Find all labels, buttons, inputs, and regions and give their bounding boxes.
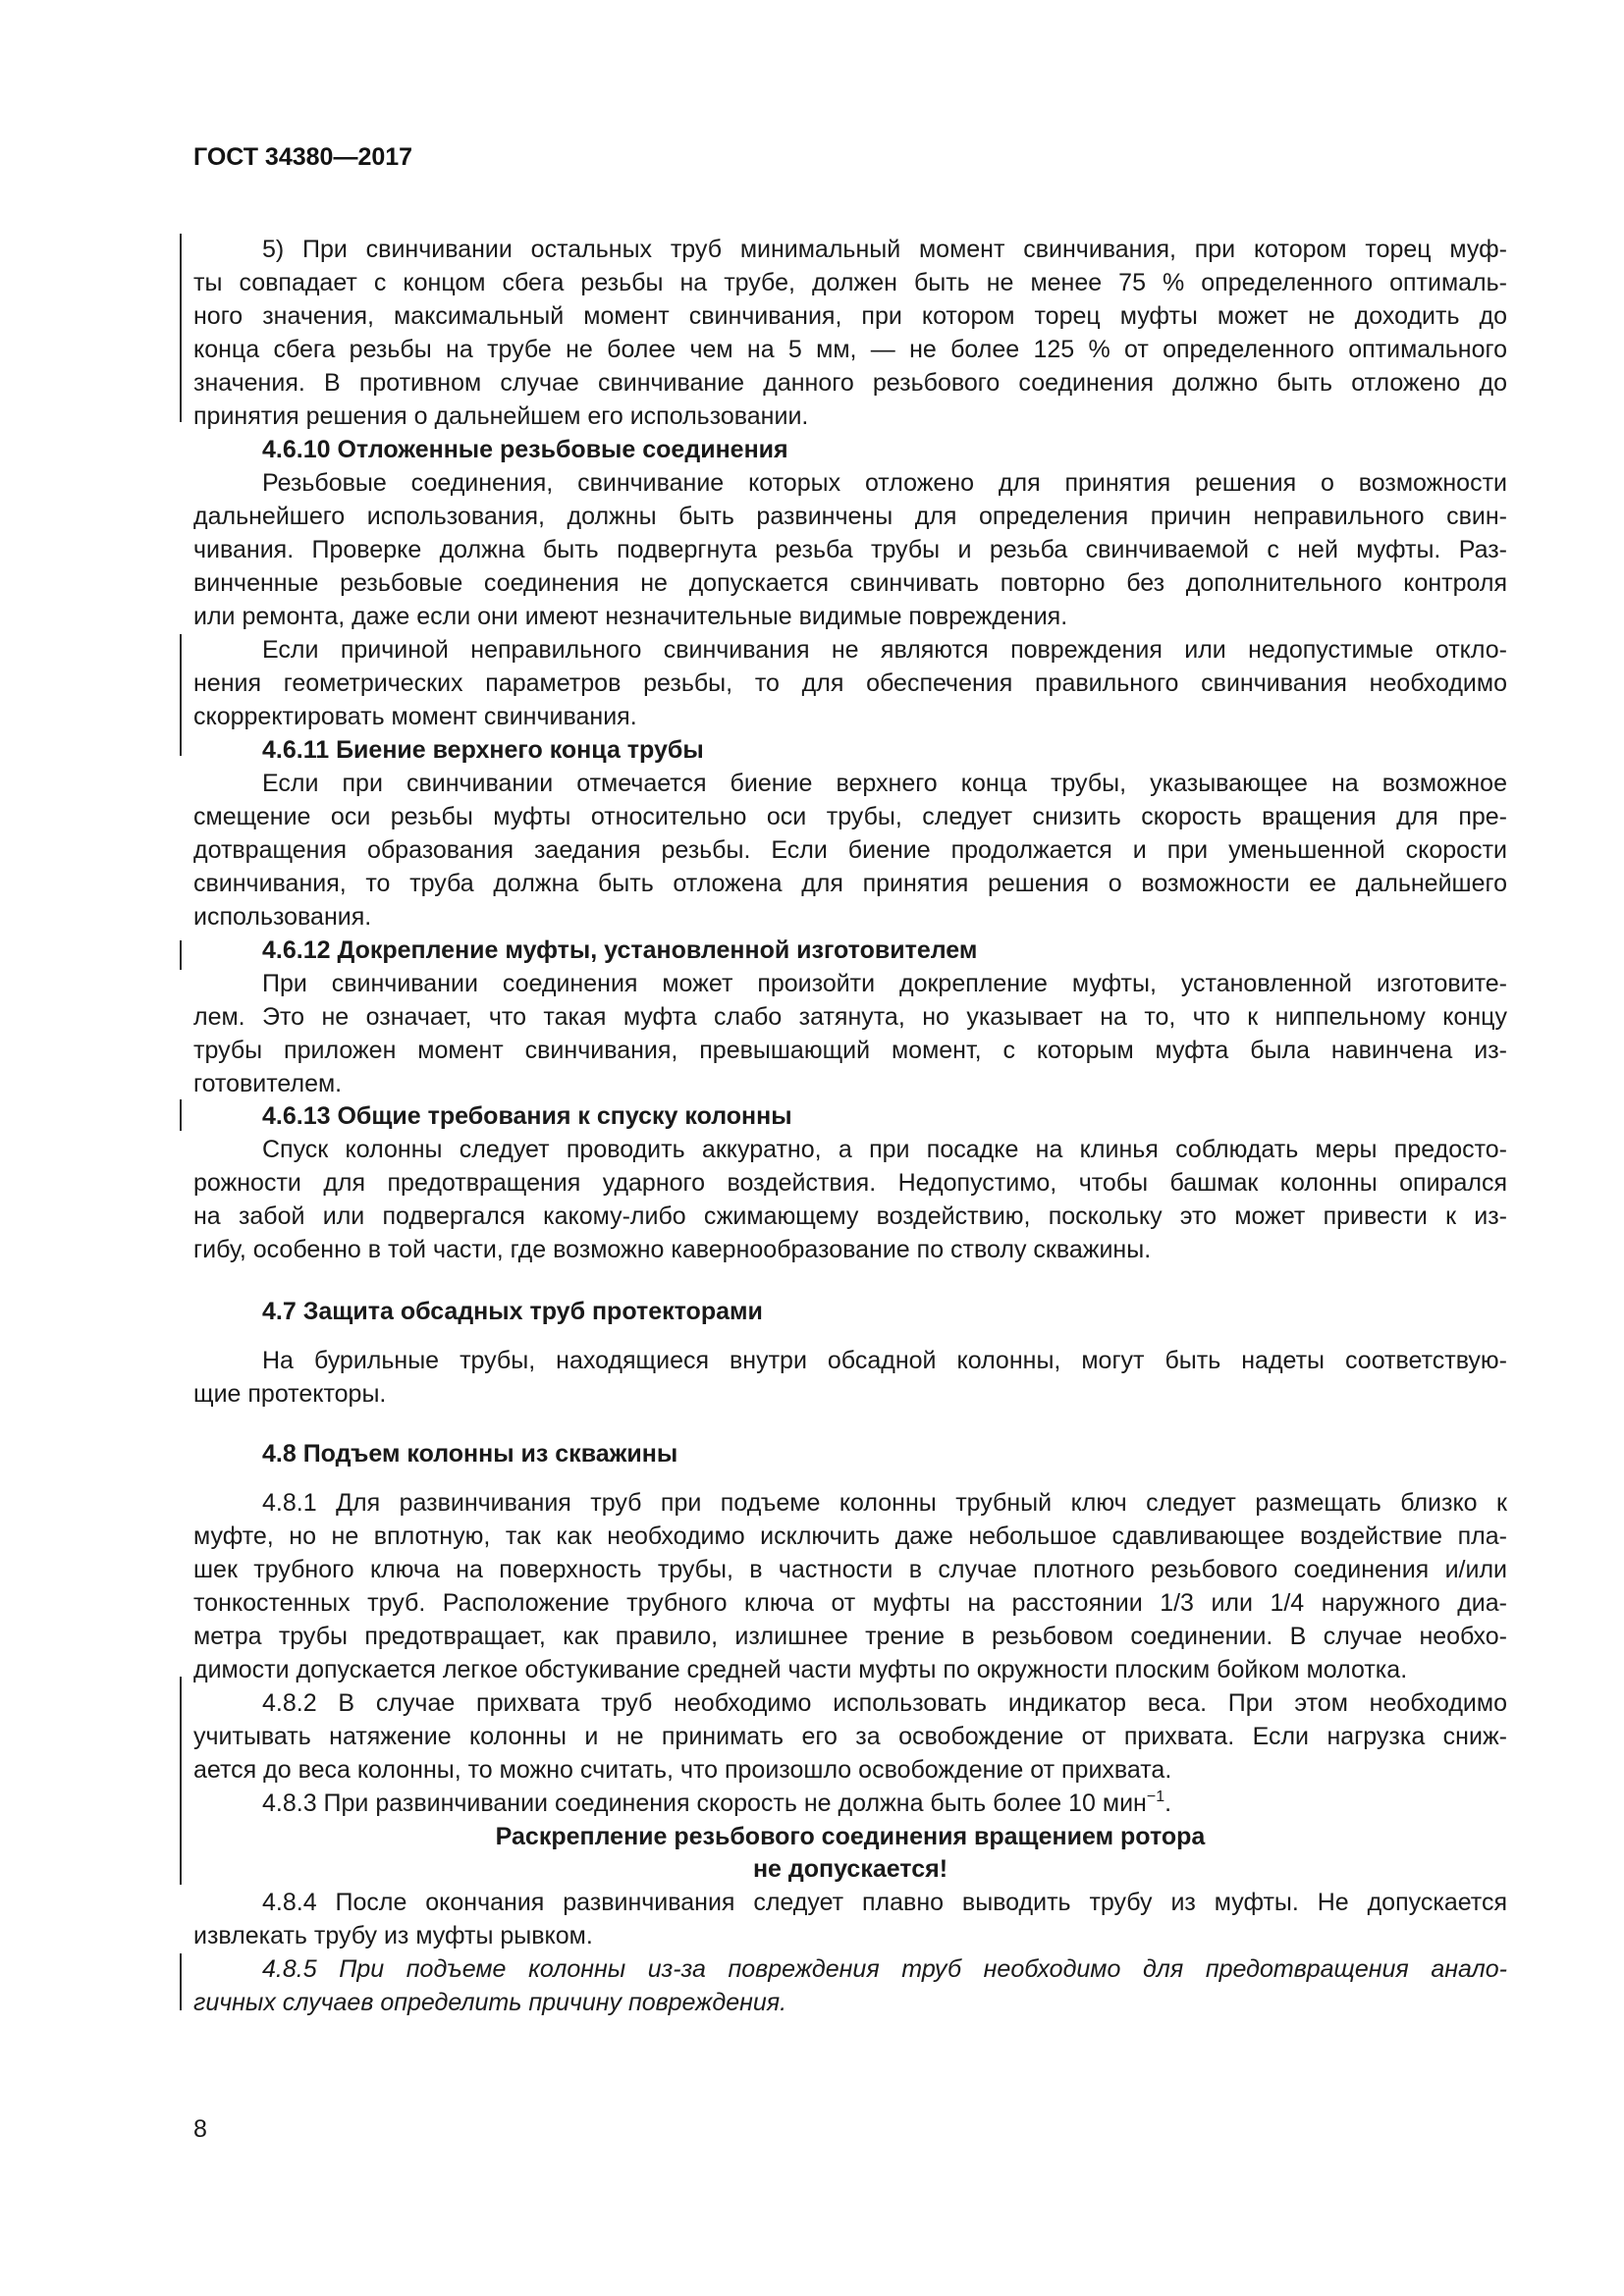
change-bar xyxy=(180,1953,182,2010)
text-line: 4.8.1 Для развинчивания труб при подъеме колонны трубный ключ следует размещать близко к xyxy=(262,1489,1507,1517)
text-line: ного значения, максимальный момент свинчивания, при котором торец муфты может не доходить до xyxy=(193,302,1507,330)
text-line: димости допускается легкое обстукивание средней части муфты по окружности плоским бойком молотка. xyxy=(193,1656,1408,1683)
document-header: ГОСТ 34380—2017 xyxy=(193,143,413,171)
text-line: значения. В противном случае свинчивание данного резьбового соединения должно быть отложено до xyxy=(193,369,1507,397)
text-line xyxy=(262,1786,1171,1821)
section-heading: 4.6.10 Отложенные резьбовые соединения xyxy=(262,436,788,463)
text-line: принятия решения о дальнейшем его использовании. xyxy=(193,402,809,430)
text-line: лем. Это не означает, что такая муфта слабо затянута, но указывает на то, что к ниппельному концу xyxy=(193,1003,1507,1031)
text-line: учитывать натяжение колонны и не принимать его за освобождение от прихвата. Если нагрузка сниж- xyxy=(193,1723,1507,1750)
text-line: 4.8.5 При подъеме колонны из-за повреждения труб необходимо для предотвращения анало- xyxy=(262,1955,1507,1983)
change-bar xyxy=(180,634,182,756)
warning-text: не допускается! xyxy=(752,1855,948,1883)
text-line: муфте, но не вплотную, так как необходимо исключить даже небольшое сдавливающее воздействие пла- xyxy=(193,1522,1507,1550)
text-line: Спуск колонны следует проводить аккуратно, а при посадке на клинья соблюдать меры предосто- xyxy=(262,1136,1507,1163)
text-line: или ремонта, даже если они имеют незначительные видимые повреждения. xyxy=(193,603,1068,630)
section-heading: 4.7 Защита обсадных труб протекторами xyxy=(262,1298,763,1325)
superscript: −1 xyxy=(1146,1789,1165,1805)
text-line: щие протекторы. xyxy=(193,1380,387,1408)
text-line: рожности для предотвращения ударного воздействия. Недопустимо, чтобы башмак колонны опирался xyxy=(193,1169,1507,1197)
text-line: скорректировать момент свинчивания. xyxy=(193,703,637,730)
change-bar xyxy=(180,940,182,970)
text-line: смещение оси резьбы муфты относительно оси трубы, следует снизить скорость вращения для пре- xyxy=(193,803,1507,830)
text-span: . xyxy=(1164,1789,1172,1817)
text-line: тонкостенных труб. Расположение трубного ключа от муфты на расстоянии 1/3 или 1/4 наружного диа- xyxy=(193,1589,1507,1617)
text-line: 4.8.4 После окончания развинчивания следует плавно выводить трубу из муфты. Не допускается xyxy=(262,1889,1507,1916)
text-line: конца сбега резьбы на трубе не более чем на 5 мм, — не более 125 % от определенного оптимального xyxy=(193,336,1507,363)
text-line: метра трубы предотвращает, как правило, излишнее трение в резьбовом соединении. В случае необхо- xyxy=(193,1623,1507,1650)
text-line: шек трубного ключа на поверхность трубы, в частности в случае плотного резьбового соединения и/или xyxy=(193,1556,1507,1583)
section-heading: 4.8 Подъем колонны из скважины xyxy=(262,1440,678,1468)
text-line: чивания. Проверке должна быть подвергнута резьба трубы и резьба свинчиваемой с ней муфты. Раз- xyxy=(193,536,1507,563)
text-line: нения геометрических параметров резьбы, то для обеспечения правильного свинчивания необходимо xyxy=(193,669,1507,697)
warning-text: Раскрепление резьбового соединения вращением ротора xyxy=(495,1823,1206,1850)
change-bar xyxy=(180,234,182,422)
text-line: гибу, особенно в той части, где возможно кавернообразование по стволу скважины. xyxy=(193,1236,1152,1263)
text-line: трубы приложен момент свинчивания, превышающий момент, с которым муфта была навинчена из- xyxy=(193,1037,1507,1064)
change-bar xyxy=(180,1677,182,1885)
section-heading: 4.6.13 Общие требования к спуску колонны xyxy=(262,1102,792,1130)
text-line: использования. xyxy=(193,903,372,931)
text-line: готовителем. xyxy=(193,1070,343,1097)
text-line: Резьбовые соединения, свинчивание которых отложено для принятия решения о возможности xyxy=(262,469,1507,497)
text-line: на забой или подвергался какому-либо сжимающему воздействию, поскольку это может привести к из- xyxy=(193,1202,1507,1230)
section-heading: 4.6.11 Биение верхнего конца трубы xyxy=(262,736,704,764)
text-line: винченные резьбовые соединения не допускается свинчивать повторно без дополнительного контроля xyxy=(193,569,1507,597)
text-line: ты совпадает с концом сбега резьбы на трубе, должен быть не менее 75 % определенного оптималь- xyxy=(193,269,1507,296)
text-line: извлекать трубу из муфты рывком. xyxy=(193,1922,593,1949)
text-line: 4.8.2 В случае прихвата труб необходимо использовать индикатор веса. При этом необходимо xyxy=(262,1689,1507,1717)
text-line: свинчивания, то труба должна быть отложена для принятия решения о возможности ее дальнейшего xyxy=(193,870,1507,897)
text-line: Если при свинчивании отмечается биение верхнего конца трубы, указывающее на возможное xyxy=(262,770,1507,797)
text-line: дальнейшего использования, должны быть развинчены для определения причин неправильного свин- xyxy=(193,503,1507,530)
text-line: ается до веса колонны, то можно считать, что произошло освобождение от прихвата. xyxy=(193,1756,1172,1784)
text-line: Если причиной неправильного свинчивания не являются повреждения или недопустимые откло- xyxy=(262,636,1507,664)
text-line: гичных случаев определить причину повреждения. xyxy=(193,1989,787,2016)
text-line: дотвращения образования заедания резьбы. Если биение продолжается и при уменьшенной скорости xyxy=(193,836,1507,864)
change-bar xyxy=(180,1099,182,1131)
section-heading: 4.6.12 Докрепление муфты, установленной изготовителем xyxy=(262,936,978,964)
text-line: 5) При свинчивании остальных труб минимальный момент свинчивания, при котором торец муф- xyxy=(262,236,1507,263)
text-line: На бурильные трубы, находящиеся внутри обсадной колонны, могут быть надеты соответствую- xyxy=(262,1347,1507,1374)
text-line: При свинчивании соединения может произойти докрепление муфты, установленной изготовите- xyxy=(262,970,1507,997)
page-number: 8 xyxy=(193,2115,207,2143)
text-span: 4.8.3 При развинчивании соединения скорость не должна быть более 10 мин xyxy=(262,1789,1147,1817)
